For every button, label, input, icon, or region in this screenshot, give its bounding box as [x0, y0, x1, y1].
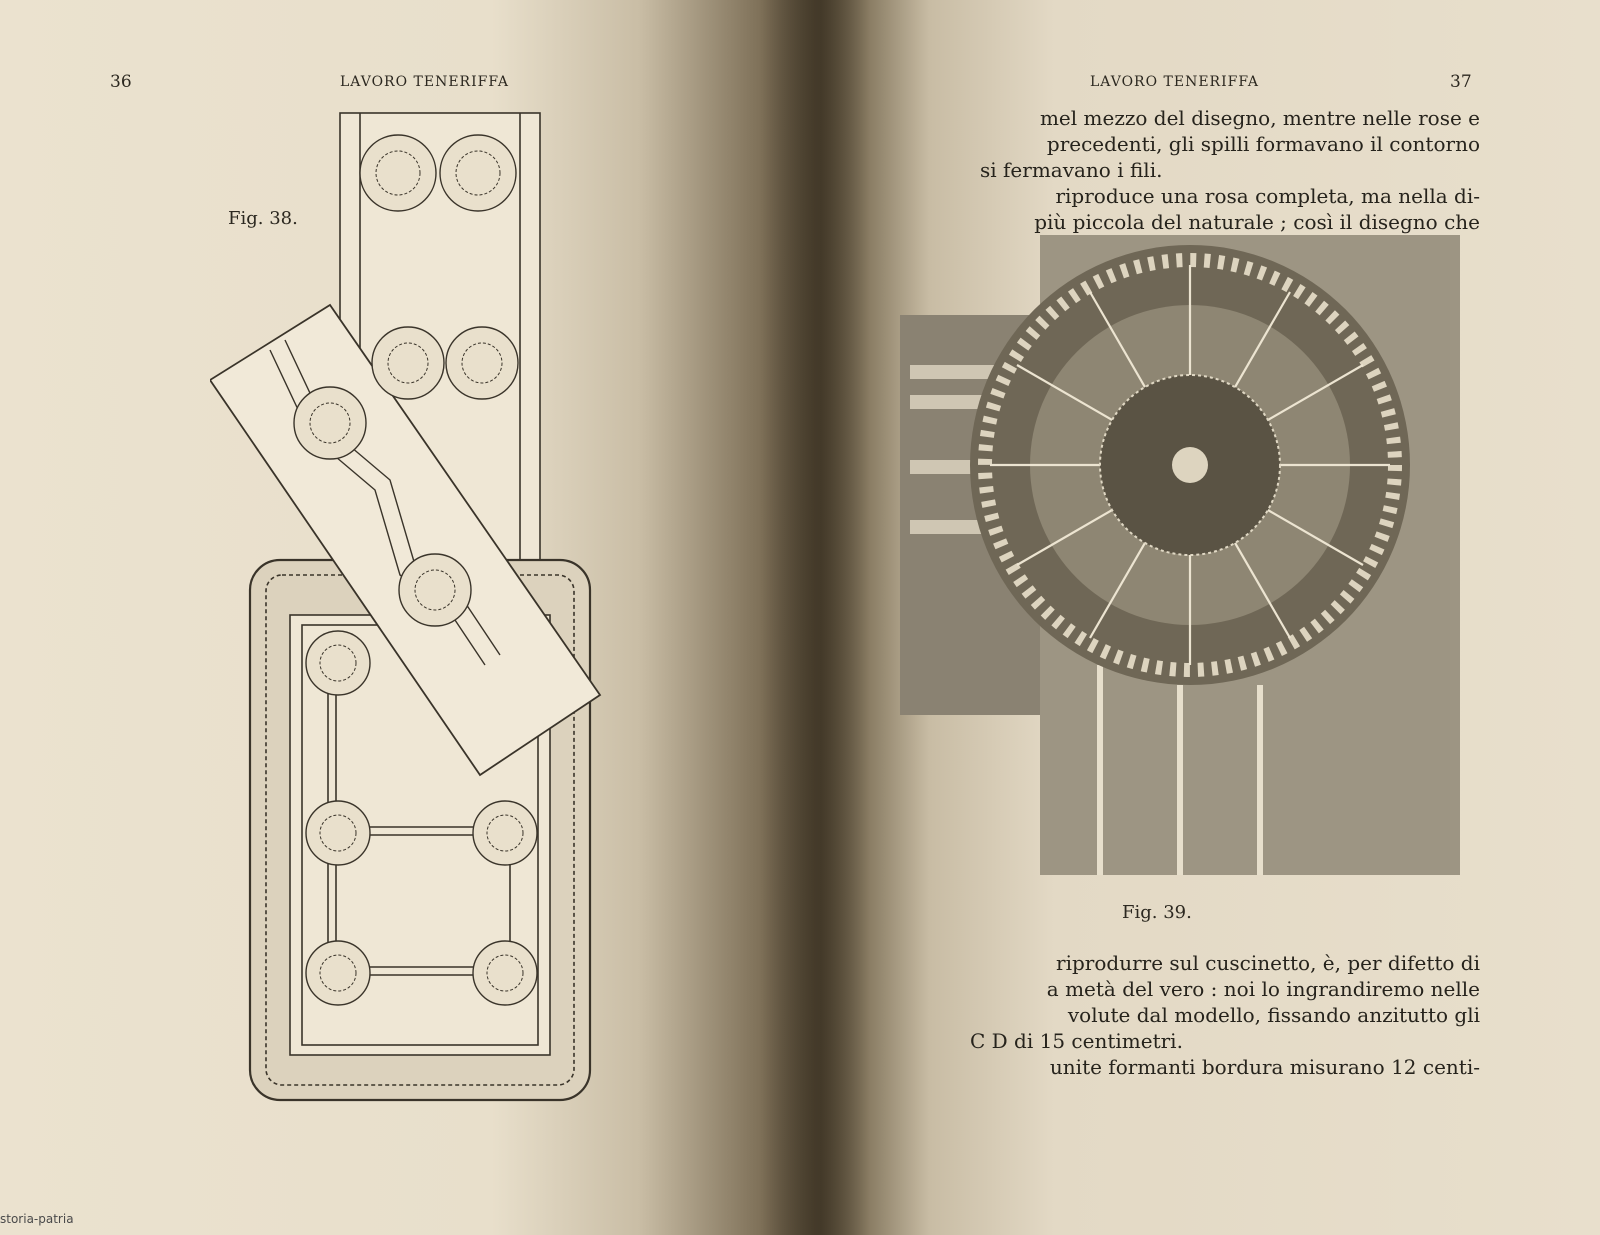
figure-38-caption: Fig. 38. — [228, 208, 298, 229]
text-line: riprodurre sul cuscinetto, è, per difetto di — [1056, 951, 1480, 975]
figure-39-illustration — [900, 235, 1460, 885]
text-line: mel mezzo del disegno, mentre nelle rose e — [1039, 106, 1480, 130]
text-line: C D di 15 centimetri. — [970, 1029, 1183, 1053]
text-line: si fermavano i fili. — [980, 158, 1163, 182]
right-paragraph-top — [860, 105, 1480, 235]
watermark: storia-patria — [0, 1212, 74, 1226]
text-line: unite formanti bordura misurano 12 centi- — [1049, 1055, 1480, 1079]
figure-38-illustration — [210, 105, 630, 1115]
text-line: precedenti, gli spilli formavano il contorno — [1046, 132, 1480, 156]
left-running-header: LAVORO TENERIFFA — [340, 74, 509, 90]
text-line: riproduce una rosa completa, ma nella di- — [1055, 184, 1480, 208]
text-line: più piccola del naturale ; così il disegno che — [1034, 210, 1480, 234]
book-gutter-shadow — [760, 0, 870, 1235]
right-running-header: LAVORO TENERIFFA — [1090, 74, 1259, 90]
right-page-number: 37 — [1450, 72, 1472, 92]
left-page-number: 36 — [110, 72, 132, 92]
text-line: a metà del vero : noi lo ingrandiremo nelle — [1046, 977, 1480, 1001]
right-paragraph-bottom — [860, 950, 1480, 1080]
text-line: volute dal modello, fissando anzitutto gli — [1067, 1003, 1480, 1027]
figure-39-caption: Fig. 39. — [1122, 902, 1192, 923]
